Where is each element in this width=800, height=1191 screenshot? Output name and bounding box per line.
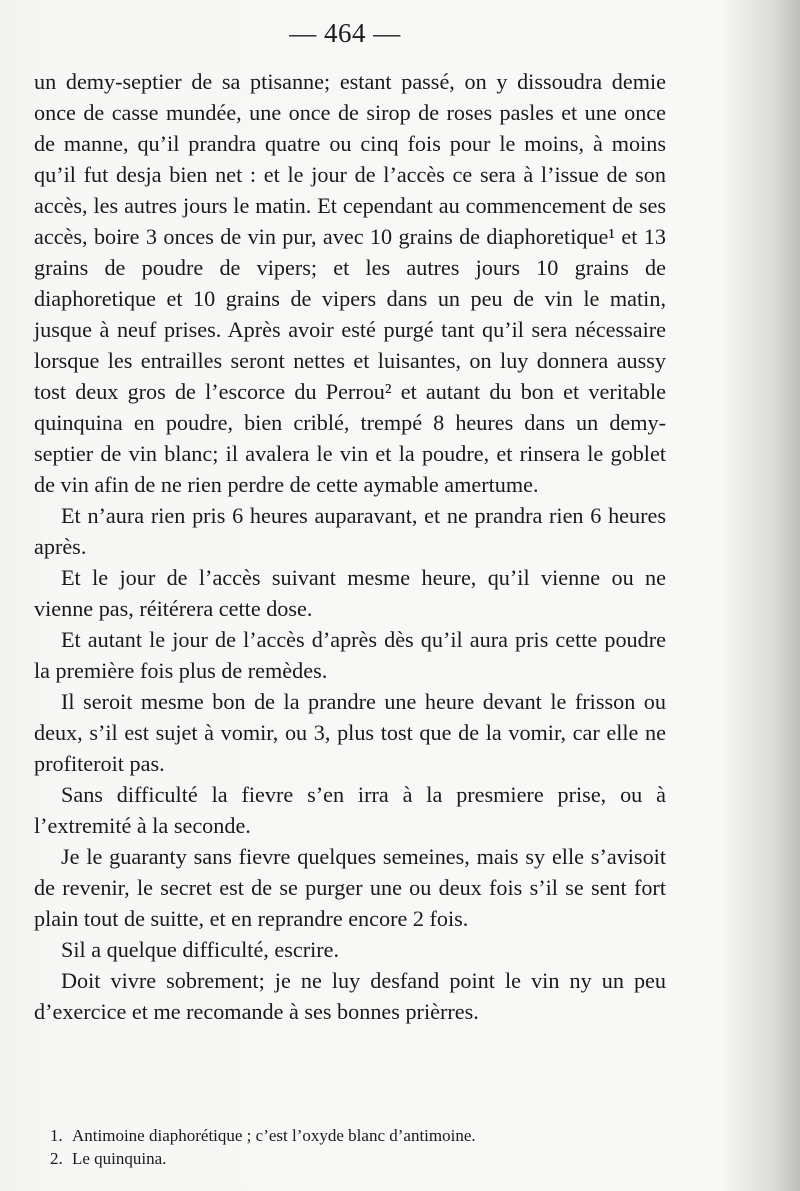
footnote-1: [50, 1124, 670, 1147]
paragraph-3: Et le jour de l’accès suivant mesme heure, qu’il vienne ou ne vienne pas, réitérera cette dose.: [34, 565, 666, 621]
paragraph-6: Sans difficulté la fievre s’en irra à la presmiere prise, ou à l’extremité à la seconde.: [34, 782, 666, 838]
paragraph-8: Sil a quelque difficulté, escrire.: [61, 937, 340, 962]
footnote-text: Antimoine diaphorétique ; c’est l’oxyde blanc d’antimoine.: [72, 1126, 476, 1145]
paragraph-7: Je le guaranty sans fievre quelques semeines, mais sy elle s’avisoit de revenir, le secret est de se purger une ou deux fois s’il se sent fort plain tout de suitte, et en reprandre encore 2 fois.: [34, 844, 666, 931]
paragraph-9: Doit vivre sobrement; je ne luy desfand point le vin ny un peu d’exercice et me recomande à ses bonnes prièrres.: [34, 968, 666, 1024]
footnote-number: 1.: [50, 1126, 63, 1145]
paragraph-2: Et n’aura rien pris 6 heures auparavant, et ne prandra rien 6 heures après.: [34, 503, 666, 559]
footnote-number: 2.: [50, 1149, 63, 1168]
paragraph-1: un demy-septier de sa ptisanne; estant passé, on y dissoudra demie once de casse mundée, une once de sirop de roses pasles et une once de manne, qu’il prandra quatre ou cinq fois pour le moins, à moins qu’il fut desja bien net : et le jour de l’accès ce sera à l’issue de son accès, les autres jours le matin. Et cependant au commencement de ses accès, boire 3 onces de vin pur, avec 10 grains de diaphoretique¹ et 13 grains de poudre de vipers; et les autres jours 10 grains de diaphoretique et 10 grains de vipers dans un peu de vin le matin, jusque à neuf prises. Après avoir esté purgé tant qu’il sera nécessaire lorsque les entrailles seront nettes et luisantes, on luy donnera aussy tost deux gros de l’escorce du Perrou² et autant du bon et veritable quinquina en poudre, bien criblé, trempé 8 heures dans un demy-septier de vin blanc; il avalera le vin et la poudre, et rinsera le goblet de vin afin de ne rien perdre de cette aymable amertume.: [34, 69, 666, 497]
paragraph-5: Il seroit mesme bon de la prandre une heure devant le frisson ou deux, s’il est sujet à vomir, ou 3, plus tost que de la vomir, car elle ne profiteroit pas.: [34, 689, 666, 776]
footnotes: [50, 1124, 670, 1170]
page-number: — 464 —: [289, 18, 401, 48]
footnote-text: Le quinquina.: [72, 1149, 167, 1168]
paragraph-4: Et autant le jour de l’accès d’après dès qu’il aura pris cette poudre la première fois plus de remèdes.: [34, 627, 666, 683]
footnote-2: [50, 1147, 670, 1170]
body-text: [34, 66, 666, 1027]
